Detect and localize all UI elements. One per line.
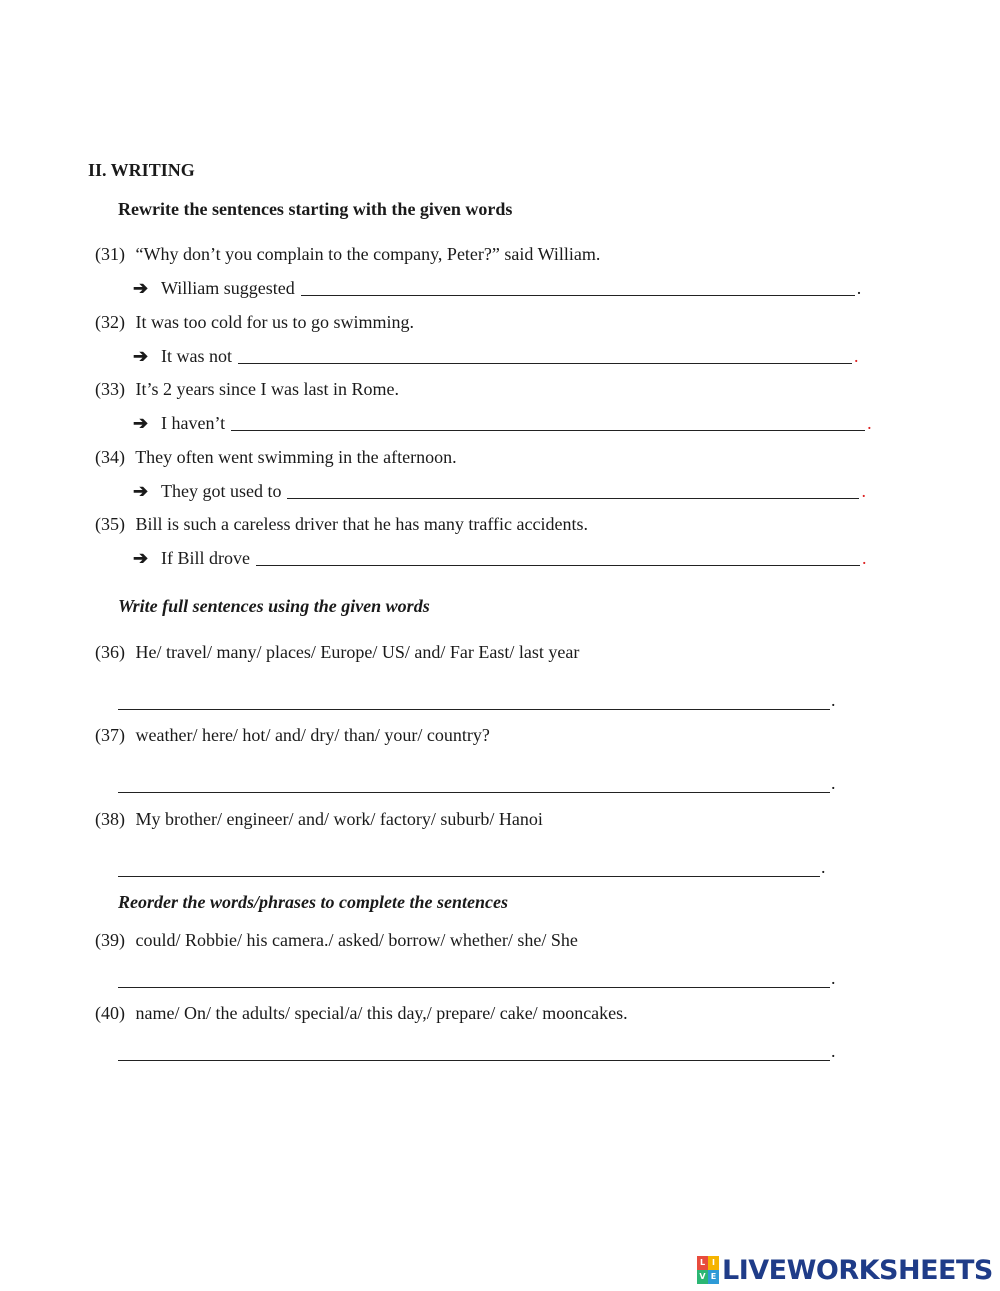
question-34: [95, 447, 457, 468]
right-arrow-icon: ➔: [133, 278, 149, 298]
question-36: [95, 642, 579, 663]
answer-line-37[interactable]: [118, 792, 830, 793]
period: .: [831, 1041, 836, 1061]
question-38: [95, 809, 543, 830]
period: .: [861, 548, 867, 568]
answer-line-39[interactable]: [118, 987, 830, 988]
right-arrow-icon: ➔: [133, 548, 149, 568]
question-number: (38): [95, 809, 125, 829]
answer-stem: They got used to: [161, 481, 282, 501]
question-text: could/ Robbie/ his camera./ asked/ borrow/ whether/ she/ She: [135, 930, 578, 950]
right-arrow-icon: ➔: [133, 346, 149, 366]
period: .: [831, 690, 836, 710]
question-number: (39): [95, 930, 125, 950]
period: .: [854, 346, 859, 366]
answer-blank-34[interactable]: [287, 482, 859, 499]
right-arrow-icon: ➔: [133, 413, 149, 433]
instruction-rewrite: Rewrite the sentences starting with the given words: [118, 199, 513, 219]
answer-row-35: [133, 548, 866, 569]
question-text: weather/ here/ hot/ and/ dry/ than/ your/ country?: [135, 725, 490, 745]
question-35: [95, 514, 588, 535]
answer-stem: If Bill drove: [161, 548, 250, 568]
period: .: [831, 968, 836, 988]
logo-mark-icon: [697, 1256, 719, 1284]
question-32: [95, 312, 414, 333]
answer-row-31: [133, 278, 861, 299]
logo-mark-letter: L: [697, 1256, 708, 1270]
question-number: (37): [95, 725, 125, 745]
answer-line-40[interactable]: [118, 1060, 830, 1061]
answer-row-32: [133, 346, 859, 367]
answer-stem: I haven’t: [161, 413, 226, 433]
question-39: [95, 930, 578, 951]
question-number: (34): [95, 447, 125, 467]
question-text: He/ travel/ many/ places/ Europe/ US/ and/ Far East/ last year: [135, 642, 580, 662]
answer-row-34: [133, 481, 866, 502]
question-number: (33): [95, 379, 125, 399]
answer-stem: William suggested: [161, 278, 295, 298]
liveworksheets-logo: [697, 1254, 993, 1286]
question-text: They often went swimming in the afternoon.: [135, 447, 457, 467]
section-title: II. WRITING: [88, 160, 195, 180]
question-37: [95, 725, 490, 746]
question-text: It’s 2 years since I was last in Rome.: [135, 379, 399, 399]
question-number: (35): [95, 514, 125, 534]
question-text: name/ On/ the adults/ special/a/ this day,/ prepare/ cake/ mooncakes.: [135, 1003, 628, 1023]
period: .: [861, 481, 866, 501]
period: .: [821, 857, 826, 877]
answer-blank-33[interactable]: [231, 414, 865, 431]
question-number: (31): [95, 244, 125, 264]
logo-mark-letter: E: [708, 1270, 719, 1284]
question-40: [95, 1003, 628, 1024]
question-number: (36): [95, 642, 125, 662]
answer-line-38[interactable]: [118, 876, 820, 877]
period: .: [831, 773, 836, 793]
answer-blank-31[interactable]: [301, 279, 855, 296]
question-text: Bill is such a careless driver that he has many traffic accidents.: [135, 514, 589, 534]
answer-stem: It was not: [161, 346, 232, 366]
question-number: (32): [95, 312, 125, 332]
period: .: [867, 413, 872, 433]
answer-row-33: [133, 413, 872, 434]
instruction-full-sentences: Write full sentences using the given words: [118, 596, 430, 616]
instruction-reorder: Reorder the words/phrases to complete the sentences: [118, 892, 508, 912]
answer-line-36[interactable]: [118, 709, 830, 710]
question-number: (40): [95, 1003, 125, 1023]
logo-mark-letter: V: [697, 1270, 708, 1284]
right-arrow-icon: ➔: [133, 481, 149, 501]
question-text: It was too cold for us to go swimming.: [135, 312, 414, 332]
question-31: [95, 244, 600, 265]
question-text: “Why don’t you complain to the company, Peter?” said William.: [135, 244, 601, 264]
answer-blank-35[interactable]: [256, 549, 860, 566]
question-text: My brother/ engineer/ and/ work/ factory/ suburb/ Hanoi: [135, 809, 543, 829]
question-33: [95, 379, 399, 400]
period: .: [856, 278, 862, 298]
logo-text: LIVEWORKSHEETS: [722, 1254, 993, 1286]
answer-blank-32[interactable]: [238, 347, 852, 364]
logo-mark-letter: I: [708, 1256, 719, 1270]
